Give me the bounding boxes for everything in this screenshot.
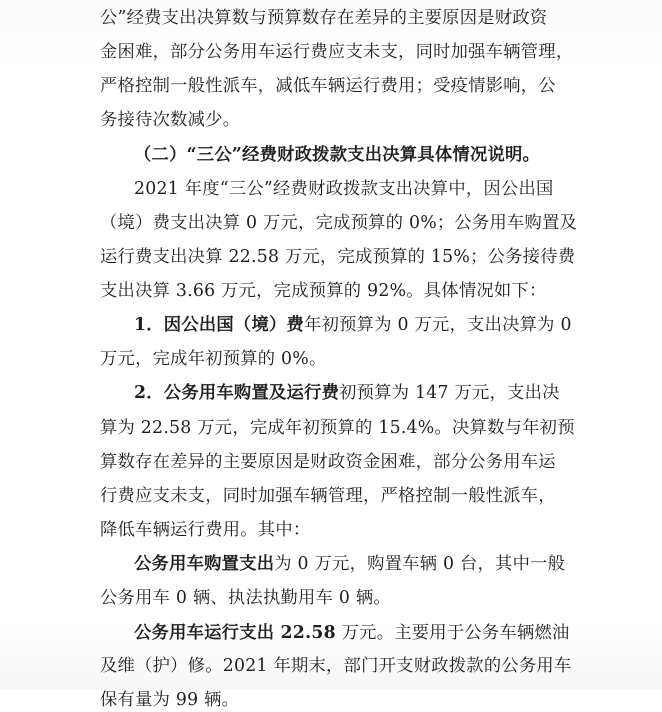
text-run: 降低车辆运行费用。其中：	[100, 520, 311, 540]
text-run: 年初预算为 0 万元，支出决算为 0	[304, 315, 572, 335]
text-run: 算数存在差异的主要原因是财政资金困难，部分公务用车运	[100, 452, 556, 472]
paragraph-line	[100, 40, 574, 64]
section-heading	[134, 143, 570, 167]
paragraph-line	[100, 74, 570, 98]
paragraph-line	[100, 416, 575, 440]
paragraph-line	[134, 313, 570, 337]
text-run: 公”经费支出决算数与预算数存在差异的主要原因是财政资	[100, 8, 548, 28]
text-run: 运行费支出决算 22.58 万元，完成预算的 15%；公务接待费	[100, 247, 576, 267]
paragraph-line	[100, 108, 570, 132]
paragraph-line	[100, 586, 570, 610]
text-run: （境）费支出决算 0 万元，完成预算的 0%；公务用车购置及	[100, 213, 578, 233]
bold-text-run: 公务用车运行支出 22.58	[134, 623, 336, 643]
paragraph-line	[100, 518, 570, 542]
text-run: 为 0 万元，购置车辆 0 台，其中一般	[274, 554, 566, 574]
paragraph-line	[100, 654, 570, 678]
text-run: 及维（护）修。2021 年期末，部门开支财政拨款的公务用车	[100, 656, 572, 676]
paragraph-line	[100, 279, 570, 303]
paragraph-line	[100, 6, 570, 30]
paragraph-line	[100, 484, 570, 508]
text-run: 公务用车 0 辆、执法执勤用车 0 辆。	[100, 588, 391, 608]
paragraph-line	[100, 211, 578, 235]
text-run: 万元，完成年初预算的 0%。	[100, 349, 327, 369]
text-run: 金困难，部分公务用车运行费应支未支，同时加强车辆管理，	[100, 42, 574, 62]
paragraph-line	[134, 621, 570, 645]
text-run: 支出决算 3.66 万元，完成预算的 92%。具体情况如下：	[100, 281, 547, 301]
text-run: （二）“三公”经费财政拨款支出决算具体情况说明。	[134, 145, 541, 165]
paragraph-line	[134, 552, 570, 576]
bold-text-run: 1．因公出国（境）费	[134, 315, 305, 335]
text-run: 保有量为 99 辆。	[100, 690, 240, 710]
text-run: 初预算为 147 万元，支出决	[339, 383, 560, 403]
paragraph-line	[100, 245, 576, 269]
bold-text-run: 公务用车购置支出	[134, 554, 275, 574]
bold-text-run: 2．公务用车购置及运行费	[134, 383, 340, 403]
text-run: 算为 22.58 万元，完成年初预算的 15.4%。决算数与年初预	[100, 418, 575, 438]
text-run: 万元。主要用于公务车辆燃油	[335, 623, 570, 643]
text-run: 行费应支未支，同时加强车辆管理，严格控制一般性派车，	[100, 486, 556, 506]
paragraph-line	[100, 688, 570, 712]
text-run: 2021 年度“三公”经费财政拨款支出决算中，因公出国	[134, 179, 554, 199]
paragraph-line	[134, 381, 570, 405]
paragraph-line	[100, 347, 570, 371]
paragraph-line	[134, 177, 570, 201]
paragraph-line	[100, 450, 570, 474]
text-run: 务接待次数减少。	[100, 110, 241, 130]
text-run: 严格控制一般性派车，减低车辆运行费用；受疫情影响，公	[100, 76, 556, 96]
